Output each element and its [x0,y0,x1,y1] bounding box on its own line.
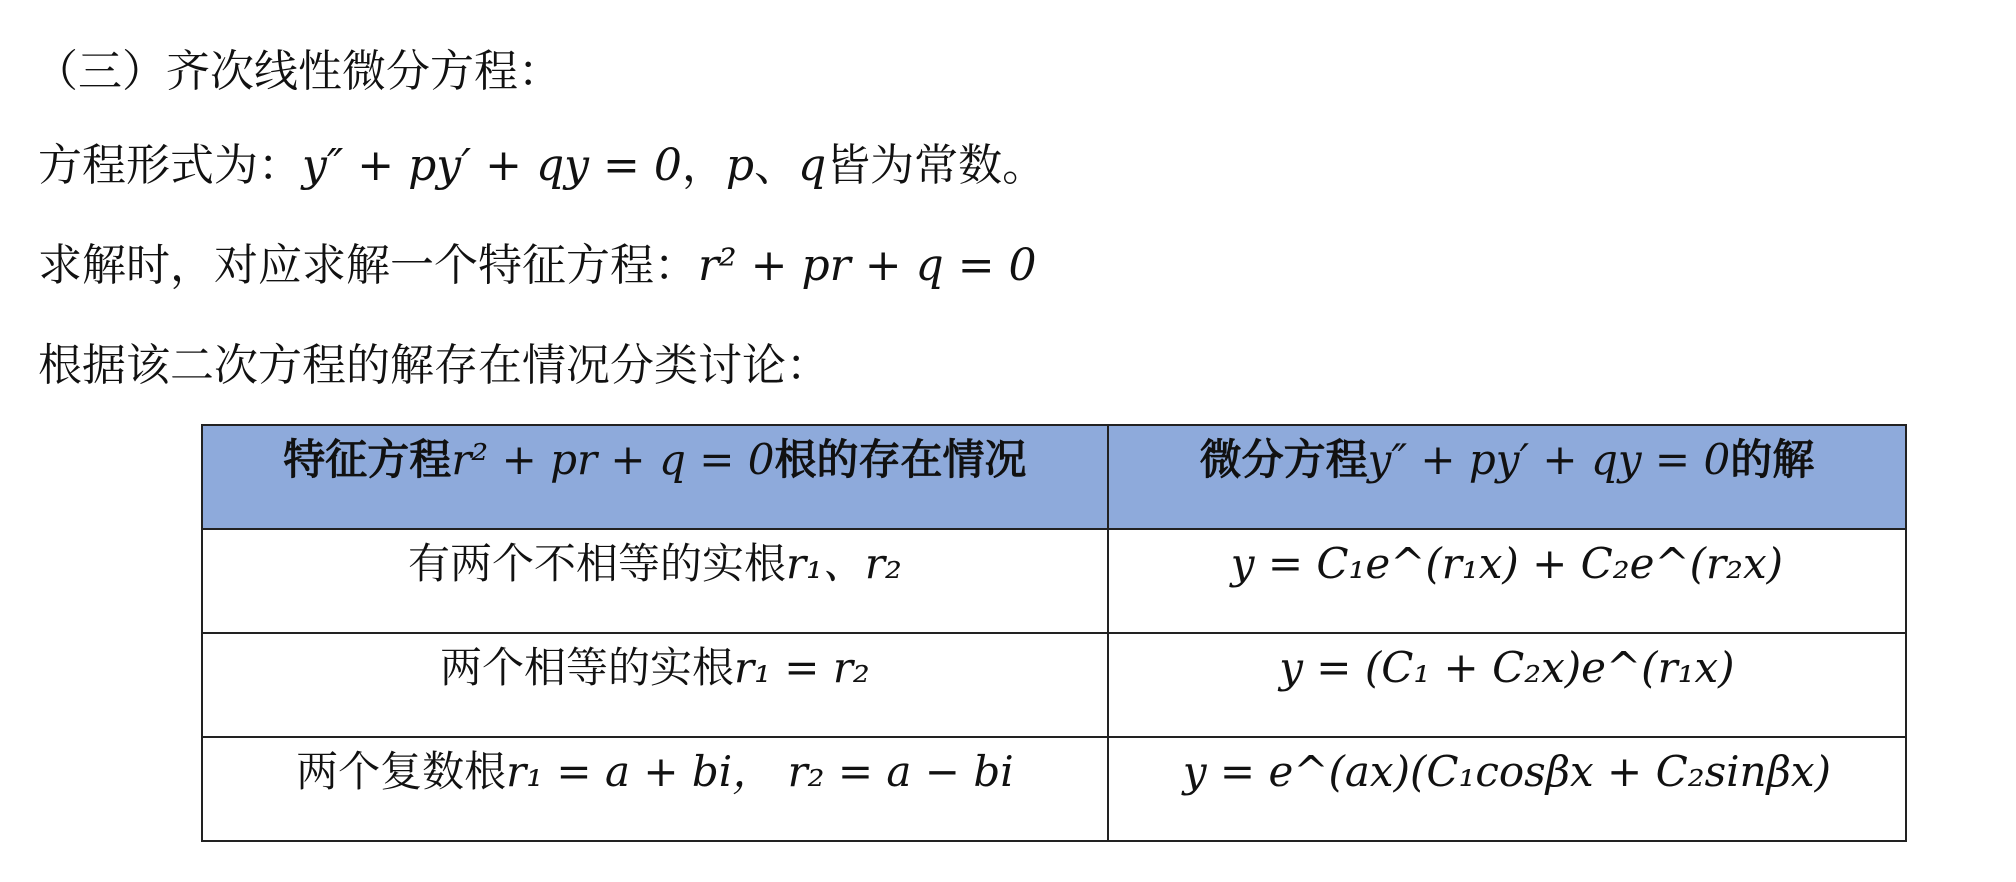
header-col1-pre: 特征方程 [283,435,452,484]
case-text: 两个相等的实根 [440,643,735,692]
roots-case-cell [202,529,1108,633]
equation-form-line [38,136,1046,196]
table-row [202,737,1906,841]
header-col2-pre: 微分方程 [1199,435,1368,484]
case-math: r₁ = a + bi， r₂ = a − bi [506,747,1014,796]
table-header-row [202,425,1906,529]
header-col1-eq: r² + pr + q = 0 [451,435,775,484]
form-sep: ， [681,140,726,191]
case-math: r₁ = r₂ [734,643,870,692]
form-dun: 、 [754,140,799,191]
discussion-line: 根据该二次方程的解存在情况分类讨论： [38,340,830,391]
roots-case-cell [202,633,1108,737]
param-q: q [798,140,827,191]
header-col1-post: 根的存在情况 [774,435,1027,484]
roots-case-cell [202,737,1108,841]
table-row [202,633,1906,737]
solution-table [201,424,1907,842]
characteristic-equation: r² + pr + q = 0 [698,240,1037,291]
header-col2-post: 的解 [1730,435,1815,484]
case-math: r₁、r₂ [785,539,902,588]
homogeneous-equation: y″ + py′ + qy = 0 [302,140,682,191]
header-roots-case [202,425,1108,529]
characteristic-line [38,236,1037,296]
solution-cell: y = C₁e^(r₁x) + C₂e^(r₂x) [1108,529,1906,633]
case-text: 有两个不相等的实根 [407,539,786,588]
section-heading: （三）齐次线性微分方程： [34,46,562,97]
header-col2-eq: y″ + py′ + qy = 0 [1367,435,1731,484]
form-suffix: 皆为常数。 [826,140,1047,191]
solution-cell: y = (C₁ + C₂x)e^(r₁x) [1108,633,1906,737]
solution-cell: y = e^(ax)(C₁cosβx + C₂sinβx) [1108,737,1906,841]
param-p: p [725,140,755,191]
form-prefix: 方程形式为： [38,140,302,191]
table-row [202,529,1906,633]
char-prefix: 求解时，对应求解一个特征方程： [38,240,698,291]
header-solution [1108,425,1906,529]
case-text: 两个复数根 [296,747,507,796]
